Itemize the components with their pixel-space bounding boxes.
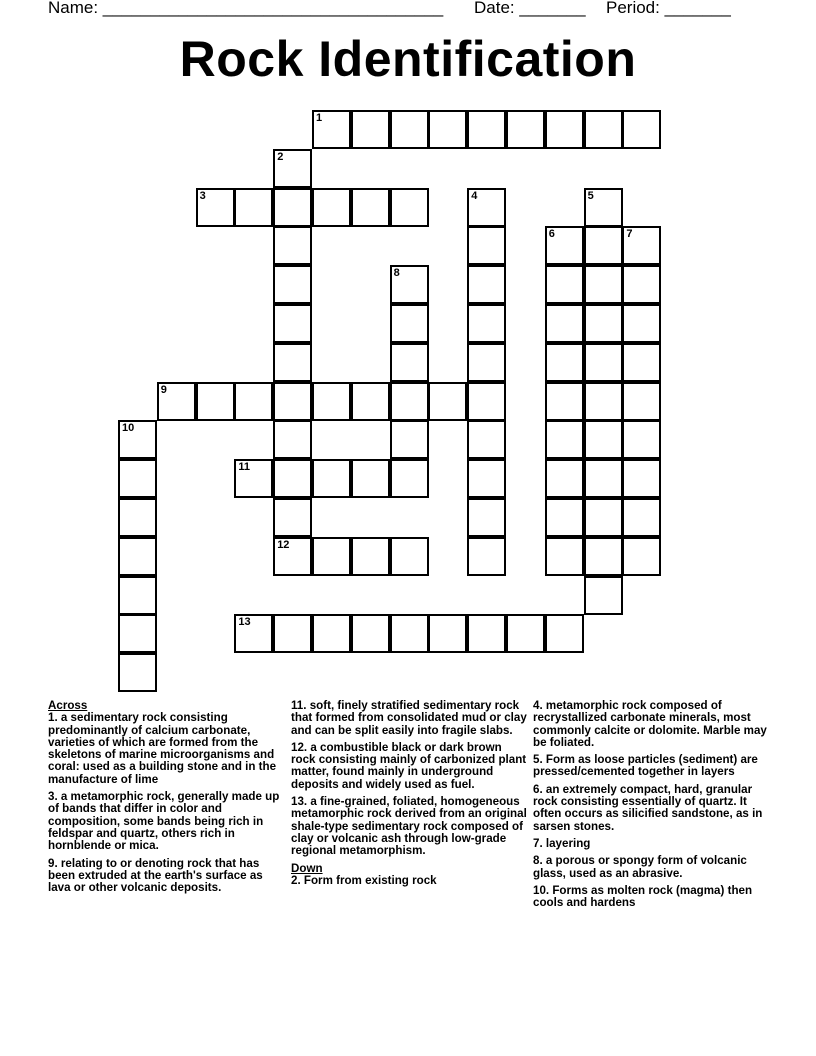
clue-item-text: soft, finely stratified sedimentary rock that formed from consolidated mud or clay and can be split easily into fragile slabs. <box>291 699 527 737</box>
crossword-cell[interactable] <box>584 110 623 149</box>
clue-item-text: Form as loose particles (sediment) are pressed/cemented together in layers <box>533 753 758 779</box>
crossword-cell[interactable] <box>545 498 584 537</box>
clue-item-number: 8. <box>533 854 543 868</box>
crossword-cell[interactable] <box>467 188 506 227</box>
crossword-cell[interactable] <box>390 420 429 459</box>
crossword-cell[interactable] <box>584 343 623 382</box>
crossword-cell[interactable] <box>545 420 584 459</box>
crossword-cell[interactable] <box>545 343 584 382</box>
crossword-cell[interactable] <box>467 614 506 653</box>
crossword-cell[interactable] <box>390 110 429 149</box>
clues-column-1 <box>48 700 286 899</box>
crossword-cell[interactable] <box>273 614 312 653</box>
crossword-cell[interactable] <box>545 304 584 343</box>
clue-item <box>48 791 286 852</box>
crossword-cell[interactable] <box>118 459 157 498</box>
crossword-cell[interactable] <box>622 304 661 343</box>
clue-item <box>533 700 771 749</box>
crossword-cell[interactable] <box>428 614 467 653</box>
clue-number: 13 <box>238 616 251 629</box>
clue-item-number: 6. <box>533 782 543 796</box>
crossword-cell[interactable] <box>118 498 157 537</box>
clue-item-number: 1. <box>48 711 58 725</box>
crossword-cell[interactable] <box>157 382 196 421</box>
clue-item-text: layering <box>542 836 591 850</box>
crossword-cell[interactable] <box>584 188 623 227</box>
clue-number: 12 <box>277 538 290 551</box>
clue-item <box>533 784 771 833</box>
crossword-cell[interactable] <box>622 343 661 382</box>
clue-number: 5 <box>587 189 594 202</box>
crossword-cell[interactable] <box>545 382 584 421</box>
crossword-cell[interactable] <box>351 459 390 498</box>
crossword-cell[interactable] <box>545 226 584 265</box>
crossword-cell[interactable] <box>351 188 390 227</box>
crossword-cell[interactable] <box>196 188 235 227</box>
crossword-cell[interactable] <box>273 149 312 188</box>
crossword-cell[interactable] <box>428 110 467 149</box>
crossword-cell[interactable] <box>118 653 157 692</box>
crossword-cell[interactable] <box>390 265 429 304</box>
crossword-cell[interactable] <box>506 614 545 653</box>
clue-item-number: 4. <box>533 699 543 712</box>
crossword-cell[interactable] <box>390 614 429 653</box>
crossword-cell[interactable] <box>584 382 623 421</box>
clue-item-text: a combustible black or dark brown rock consisting mainly of carbonized plant matter, found mainly in underground deposits and widely used as fuel. <box>291 740 527 791</box>
crossword-cell[interactable] <box>390 382 429 421</box>
clue-number: 4 <box>471 189 478 202</box>
crossword-cell[interactable] <box>312 188 351 227</box>
clues-column-3 <box>533 700 771 914</box>
crossword-cell[interactable] <box>584 226 623 265</box>
crossword-cell[interactable] <box>467 343 506 382</box>
crossword-cell[interactable] <box>545 110 584 149</box>
clue-item <box>291 875 529 887</box>
clue-item-number: 11. <box>291 699 307 712</box>
crossword-cell[interactable] <box>118 420 157 459</box>
crossword-cell[interactable] <box>351 382 390 421</box>
crossword-cell[interactable] <box>234 459 273 498</box>
crossword-cell[interactable] <box>467 420 506 459</box>
crossword-cell[interactable] <box>351 110 390 149</box>
clue-item-number: 12. <box>291 740 308 754</box>
crossword-cell[interactable] <box>584 498 623 537</box>
crossword-cell[interactable] <box>273 265 312 304</box>
clue-number: 1 <box>316 112 323 124</box>
crossword-cell[interactable] <box>312 110 351 149</box>
crossword-cell[interactable] <box>390 188 429 227</box>
clue-item <box>533 885 771 910</box>
crossword-cell[interactable] <box>622 537 661 576</box>
crossword-cell[interactable] <box>312 614 351 653</box>
crossword-cell[interactable] <box>545 614 584 653</box>
clue-number: 9 <box>160 383 167 396</box>
clue-item-number: 13. <box>291 795 308 809</box>
clue-item-text: Forms as molten rock (magma) then cools and hardens <box>533 883 753 910</box>
crossword-cell[interactable] <box>273 226 312 265</box>
crossword-cell[interactable] <box>118 576 157 615</box>
date-field: Date: _______ <box>474 0 586 17</box>
clue-item-text: a fine-grained, foliated, homogeneous metamorphic rock derived from an original shale-type sedimentary rock composed of clay or volcanic ash through low-grade regional metamorphism. <box>291 795 527 858</box>
clue-item-text: a metamorphic rock, generally made up of bands that differ in color and composition, some bands being rich in feldspar and quartz, others rich in hornblende or mica. <box>48 790 280 853</box>
crossword-cell[interactable] <box>545 459 584 498</box>
clue-number: 7 <box>626 228 633 241</box>
clue-number: 3 <box>199 189 206 202</box>
period-field: Period: _______ <box>606 0 731 17</box>
crossword-cell[interactable] <box>273 420 312 459</box>
clue-item-number: 5. <box>533 753 543 767</box>
clues-column-2 <box>291 700 529 892</box>
crossword-cell[interactable] <box>584 420 623 459</box>
crossword-cell[interactable] <box>506 110 545 149</box>
clue-number: 10 <box>122 422 135 435</box>
crossword-cell[interactable] <box>118 537 157 576</box>
crossword-cell[interactable] <box>273 304 312 343</box>
clue-item <box>291 742 529 791</box>
clue-number: 11 <box>238 461 251 474</box>
clue-item-text: an extremely compact, hard, granular rock consisting essentially of quartz. It often occurs as silicified sandstone, as in sarsen stones. <box>533 782 763 833</box>
crossword-cell[interactable] <box>622 226 661 265</box>
clue-number: 8 <box>393 267 400 280</box>
crossword-cell[interactable] <box>273 459 312 498</box>
crossword-cell[interactable] <box>622 110 661 149</box>
crossword-cell[interactable] <box>390 304 429 343</box>
crossword-cell[interactable] <box>273 382 312 421</box>
crossword-cell[interactable] <box>234 382 273 421</box>
name-field: Name: ____________________________________ <box>48 0 444 17</box>
down-heading: Down <box>291 861 323 875</box>
crossword-cell[interactable] <box>584 459 623 498</box>
crossword-cell[interactable] <box>273 537 312 576</box>
crossword-cell[interactable] <box>273 498 312 537</box>
crossword-cell[interactable] <box>622 265 661 304</box>
clue-item-number: 9. <box>48 856 58 870</box>
crossword-cell[interactable] <box>545 265 584 304</box>
crossword-cell[interactable] <box>467 459 506 498</box>
crossword-cell[interactable] <box>234 614 273 653</box>
across-heading: Across <box>48 699 88 712</box>
clue-item <box>533 754 771 779</box>
clue-item-text: relating to or denoting rock that has been extruded at the earth's surface as lava or other volcanic deposits. <box>48 856 263 895</box>
crossword-cell[interactable] <box>622 498 661 537</box>
crossword-cell[interactable] <box>467 382 506 421</box>
clue-item <box>533 855 771 880</box>
crossword-cell[interactable] <box>622 420 661 459</box>
crossword-cell[interactable] <box>467 226 506 265</box>
clue-item-number: 3. <box>48 790 58 804</box>
crossword-cell[interactable] <box>273 343 312 382</box>
crossword-cell[interactable] <box>428 382 467 421</box>
crossword-cell[interactable] <box>312 382 351 421</box>
crossword-cell[interactable] <box>312 459 351 498</box>
crossword-cell[interactable] <box>467 498 506 537</box>
clue-item-text: Form from existing rock <box>300 873 437 887</box>
clue-item-number: 7. <box>533 836 543 850</box>
clue-item-text: metamorphic rock composed of recrystallized carbonate minerals, most commonly calcite or dolomite. Marble may be foliated. <box>533 699 767 749</box>
crossword-cell[interactable] <box>351 614 390 653</box>
clue-number: 6 <box>548 228 555 241</box>
crossword-cell[interactable] <box>312 537 351 576</box>
clue-item <box>48 712 286 786</box>
crossword-cell[interactable] <box>467 537 506 576</box>
crossword-cell[interactable] <box>622 382 661 421</box>
crossword-cell[interactable] <box>622 459 661 498</box>
crossword-cell[interactable] <box>234 188 273 227</box>
crossword-cell[interactable] <box>545 537 584 576</box>
crossword-cell[interactable] <box>196 382 235 421</box>
page-title: Rock Identification <box>179 31 637 87</box>
clue-item-text: a sedimentary rock consisting predominantly of calcium carbonate, varieties of which are formed from the skeletons of marine microorganisms and coral: used as a building stone and in the manufacture of lime <box>48 711 277 786</box>
clue-item <box>291 796 529 857</box>
crossword-cell[interactable] <box>467 110 506 149</box>
crossword-cell[interactable] <box>584 576 623 615</box>
clue-item-number: 2. <box>291 873 301 887</box>
clue-number: 2 <box>277 150 284 163</box>
crossword-cell[interactable] <box>467 265 506 304</box>
crossword-cell[interactable] <box>390 459 429 498</box>
clue-item-number: 10. <box>533 883 550 897</box>
crossword-cell[interactable] <box>584 304 623 343</box>
crossword-cell[interactable] <box>390 537 429 576</box>
clue-item <box>291 700 529 737</box>
crossword-cell[interactable] <box>118 614 157 653</box>
clue-item <box>533 838 771 850</box>
crossword-cell[interactable] <box>467 304 506 343</box>
crossword-cell[interactable] <box>584 265 623 304</box>
crossword-cell[interactable] <box>351 537 390 576</box>
crossword-cell[interactable] <box>273 188 312 227</box>
clue-item-text: a porous or spongy form of volcanic glass, used as an abrasive. <box>533 854 747 880</box>
crossword-cell[interactable] <box>584 537 623 576</box>
crossword-cell[interactable] <box>390 343 429 382</box>
clue-item <box>48 858 286 895</box>
